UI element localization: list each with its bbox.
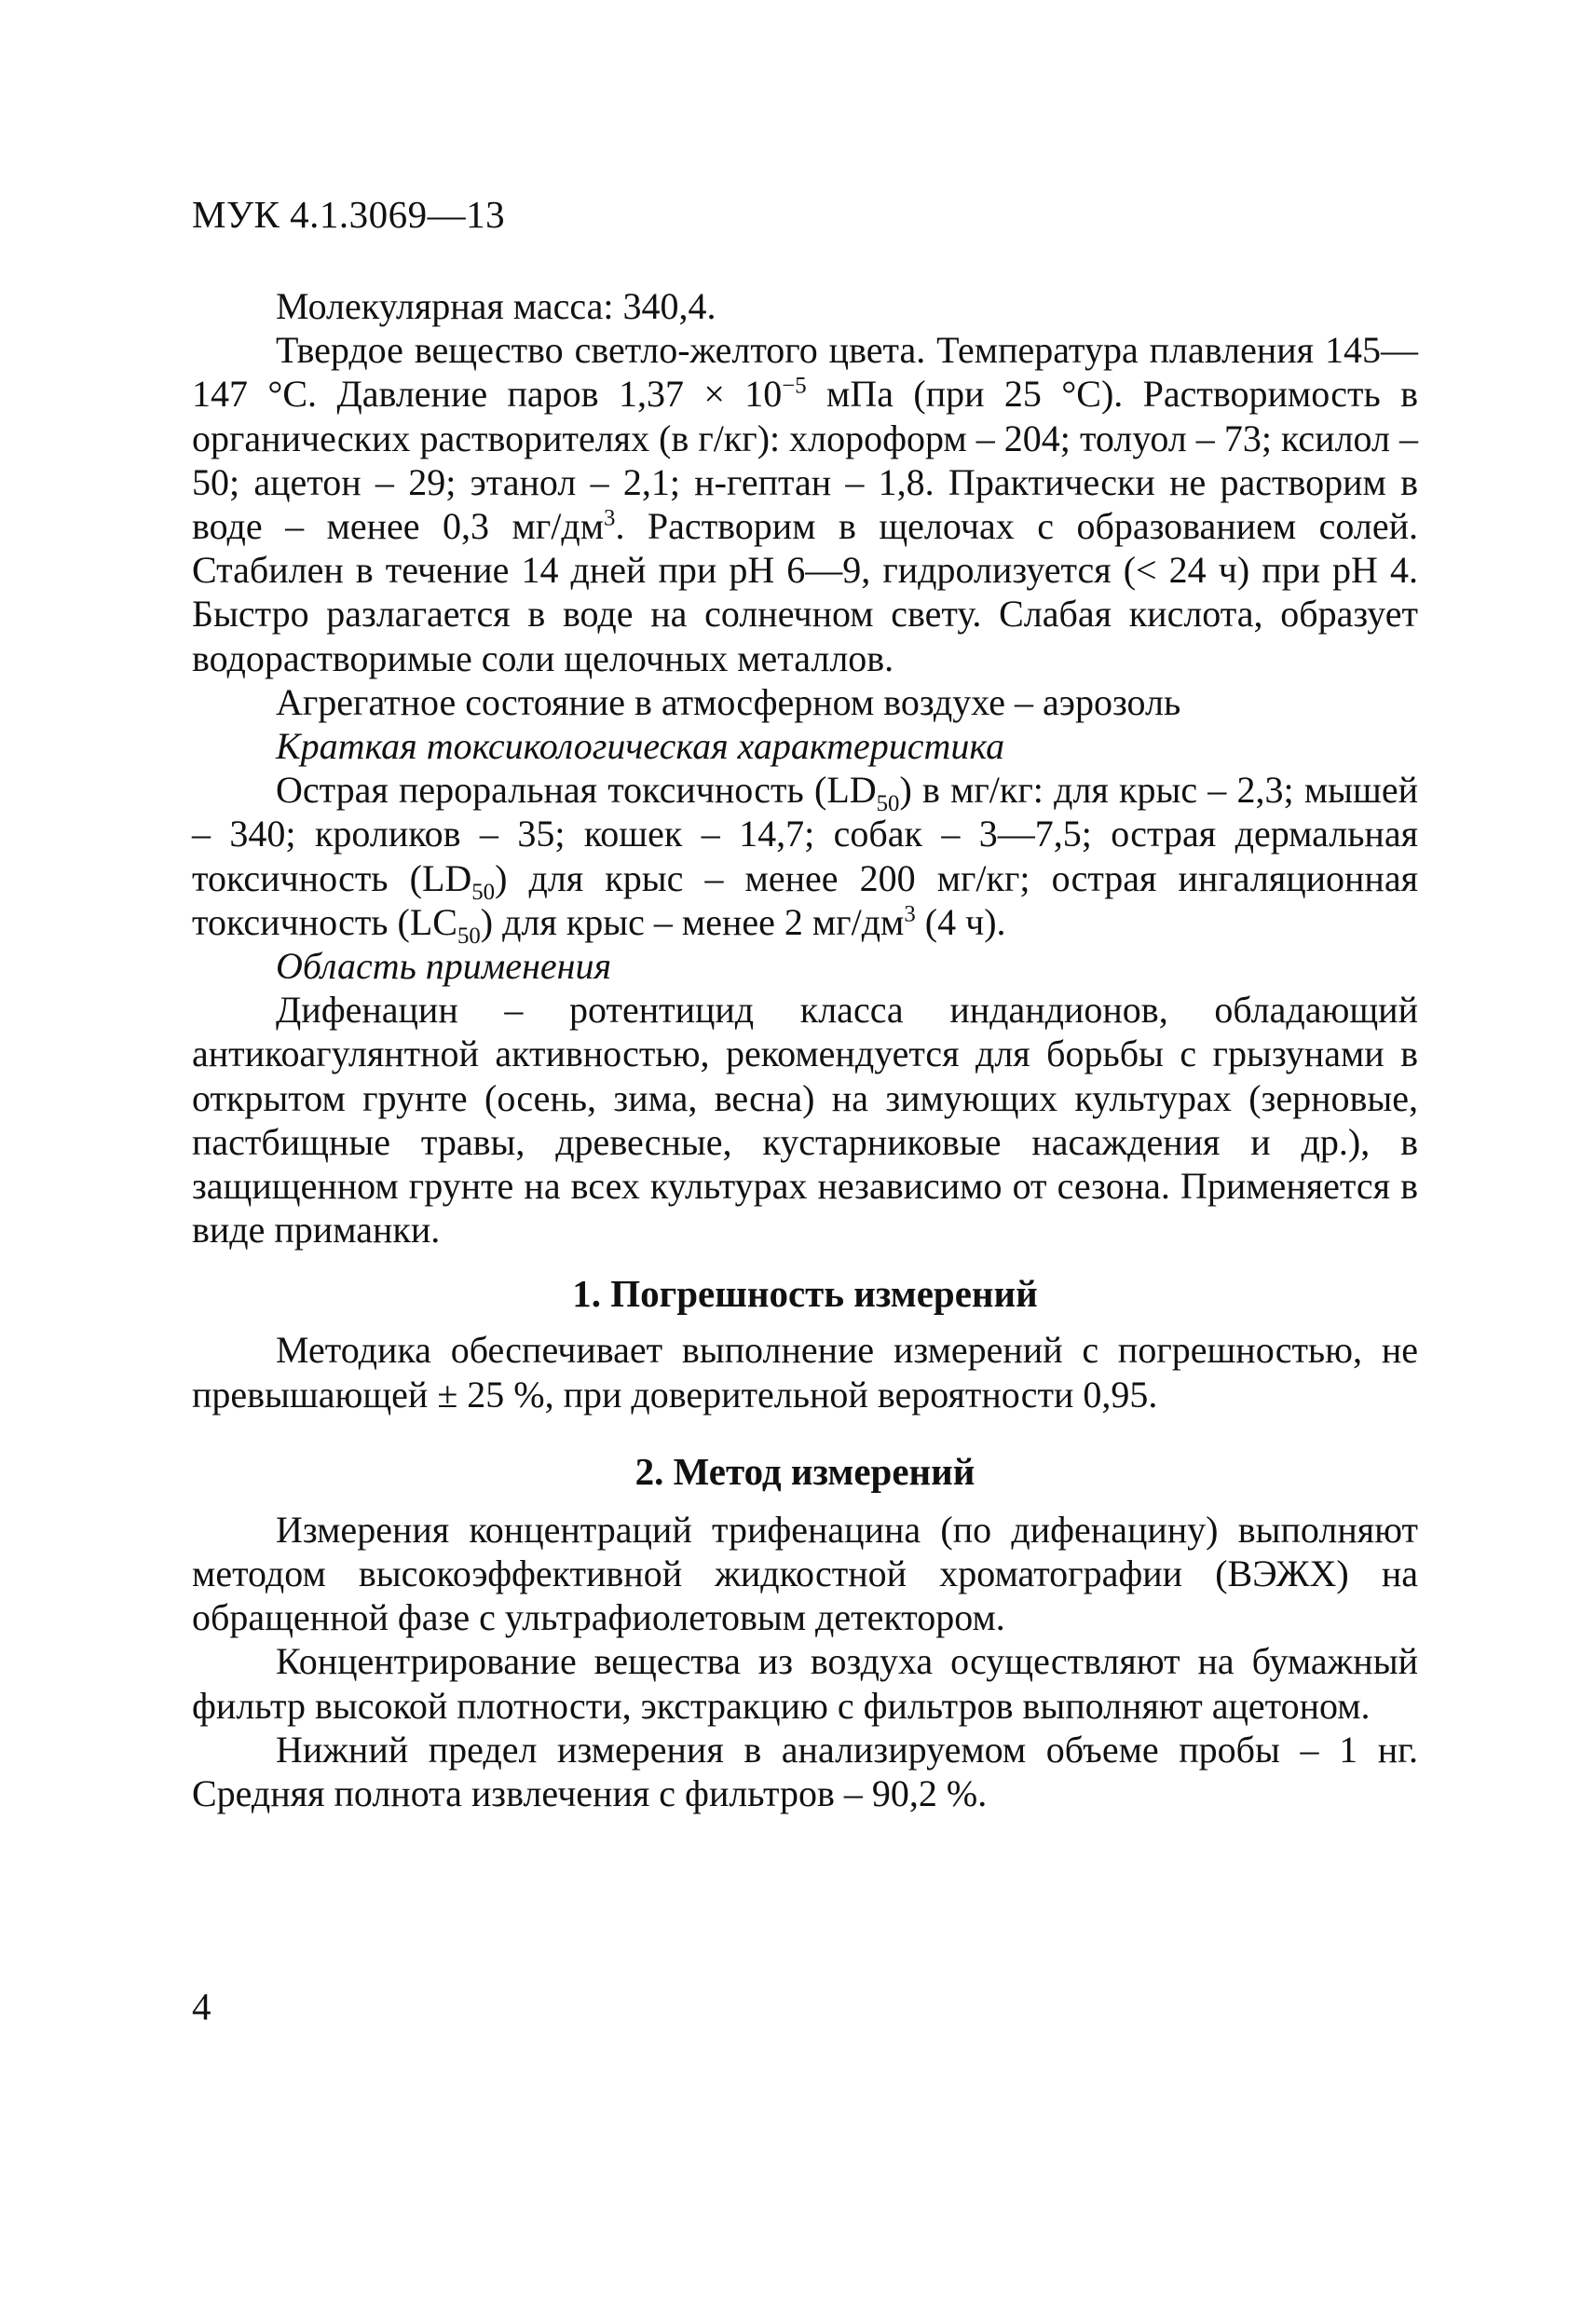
physical-properties-paragraph bbox=[192, 328, 1418, 680]
application-paragraph: Дифенацин – ротентицид класса индандионов, обладающий антикоагулянтной активностью, рекомендуется для борьбы с грызунами в открытом грунте (осень, зима, весна) на зимующих культурах (зерновые, пастбищные травы, древесные, кустарниковые насаждения и др.), в защищенном грунте на всех культурах независимо от сезона. Применяется в виде приманки. bbox=[192, 989, 1418, 1252]
section-2-paragraph-1: Измерения концентраций трифенацина (по дифенацину) выполняют методом высокоэффективной жидкостной хроматографии (ВЭЖХ) на обращенной фазе с ультрафиолетовым детектором. bbox=[192, 1508, 1418, 1639]
section-2-title: 2. Метод измерений bbox=[634, 1449, 975, 1493]
inhalation-unit-exponent: 3 bbox=[904, 901, 916, 927]
toxicology-heading: Краткая токсикологическая характеристика bbox=[276, 725, 1005, 768]
application-heading: Область применения bbox=[276, 945, 612, 988]
toxicology-text-5: (4 ч). bbox=[915, 900, 1006, 943]
toxicology-text-4: ) для крыс – менее 2 мг/дм bbox=[480, 900, 905, 943]
document-code-header: МУК 4.1.3069—13 bbox=[192, 193, 506, 236]
toxicology-text-3: ) для крыс – менее 200 мг/кг; острая ингаляционная токсичность (LC bbox=[192, 856, 1418, 943]
section-2-paragraph-2: Концентрирование вещества из воздуха осуществляют на бумажный фильтр высокой плотности, экстракцию с фильтров выполняют ацетоном. bbox=[192, 1640, 1418, 1727]
ld50-dermal-subscript: 50 bbox=[471, 879, 496, 905]
section-1-paragraph: Методика обеспечивает выполнение измерений с погрешностью, не превышающей ± 25 %, при доверительной вероятности 0,95. bbox=[192, 1329, 1418, 1416]
section-2-paragraph-3: Нижний предел измерения в анализируемом объеме пробы – 1 нг. Средняя полнота извлечения с фильтров – 90,2 %. bbox=[192, 1728, 1418, 1815]
molecular-mass-paragraph: Молекулярная масса: 340,4. bbox=[276, 285, 716, 327]
toxicology-paragraph bbox=[192, 768, 1418, 949]
toxicology-text-1: Острая пероральная токсичность (LD bbox=[276, 769, 877, 812]
physical-properties-text-1: Твердое вещество светло-желтого цвета. Температура плавления 145—147 °С. Давление паров 1,37 × 10 bbox=[192, 329, 1418, 416]
solubility-unit-exponent: 3 bbox=[604, 505, 616, 531]
document-body bbox=[192, 284, 1418, 1815]
toxicology-text-2: ) в мг/кг: для крыс – 2,3; мышей – 340; кроликов – 35; кошек – 14,7; собак – 3—7,5; острая дермальная токсичность (LD bbox=[192, 769, 1418, 899]
section-1-title: 1. Погрешность измерений bbox=[572, 1272, 1038, 1316]
lc50-subscript: 50 bbox=[457, 923, 481, 949]
ld50-subscript: 50 bbox=[876, 791, 900, 817]
vapor-pressure-exponent: −5 bbox=[782, 374, 807, 400]
page-number: 4 bbox=[192, 1985, 211, 2028]
physical-properties-text-3: . Растворим в щелочах с образованием солей. Стабилен в течение 14 дней при pH 6—9, гидролизуется (< 24 ч) при pH 4. Быстро разлагается в воде на солнечном свету. Слабая кислота, образует водорастворимые соли щелочных металлов. bbox=[192, 505, 1418, 679]
physical-properties-text-2: мПа (при 25 °С). Растворимость в органических растворителях (в г/кг): хлороформ – 204; толуол – 73; ксилол – 50; ацетон – 29; этанол – 2,1; н-гептан – 1,8. Практически не растворим в воде – менее 0,3 мг/дм bbox=[192, 373, 1418, 548]
aggregate-state-paragraph: Агрегатное состояние в атмосферном воздухе – аэрозоль bbox=[276, 680, 1181, 723]
